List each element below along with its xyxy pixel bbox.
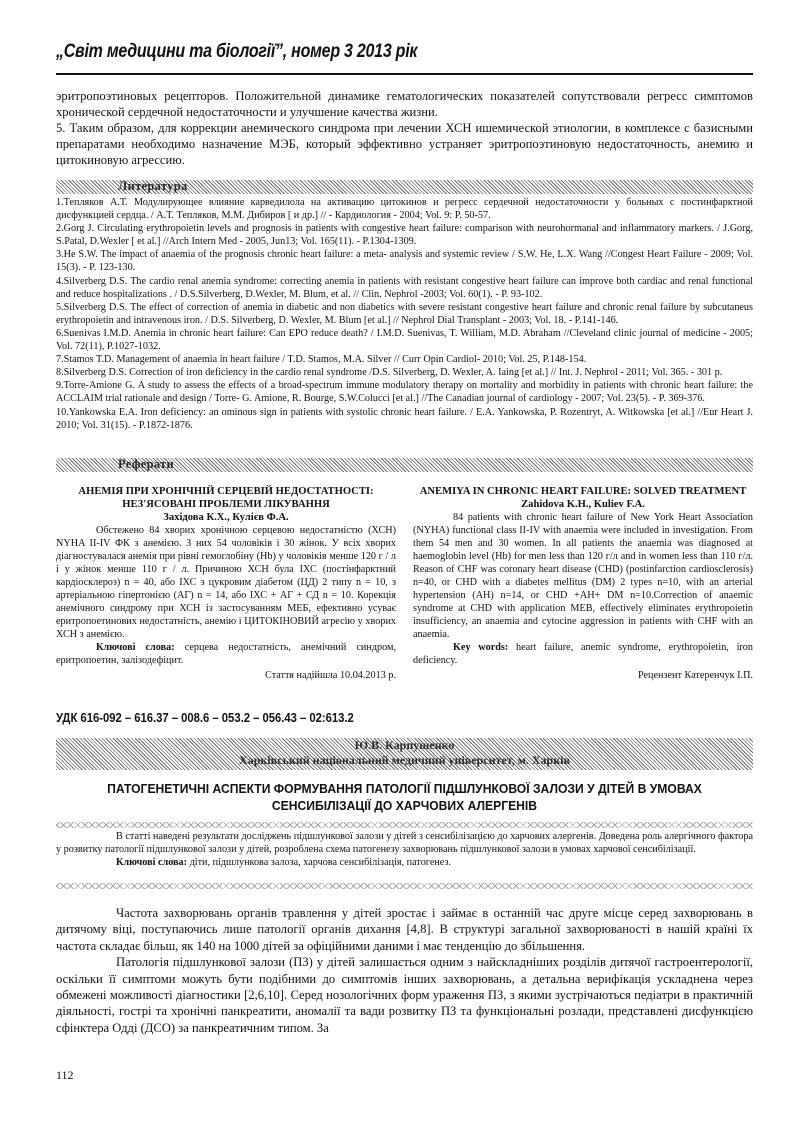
header-rule bbox=[56, 73, 753, 75]
literature-heading-band bbox=[56, 180, 753, 194]
abstract-en-reviewer: Рецензент Катеренчук І.П. bbox=[638, 670, 753, 681]
body-paragraph: Патологія підшлункової залози (ПЗ) у дітей залишається одним з найскладніших розділів дитячої гастроентерології, оскільки її симптоми можуть бути подібними до симптомів інших захворювань, а детальна верифікація ускладнена через обмежені можливості діагностики [2,6,10]. Серед нозологічних форм ураження ПЗ, з якими зустрічаються педіатри в практичній діяльності, гострі та хронічні панкреатити, аномалії та вади розвитку ПЗ та функціональні розлади, представлені дисфункцією сфінктера Одді (ДСО) за панкреатичним типом. За bbox=[56, 955, 753, 1035]
abstract-ua-authors: Західова К.Х., Кулієв Ф.А. bbox=[163, 512, 289, 523]
article-body bbox=[56, 905, 753, 1036]
abstract-ua-keywords-text: серцева недостатність, анемічний синдром, еритропоетин, залізодефіцит. bbox=[56, 642, 396, 666]
reference-item: 4.Silverberg D.S. The cardio renal anemia syndrome: correcting anemia in patients with resistant congestive heart failure can improve both cardiac and renal functional and reduce hospitalizations . / D.S.Silverberg, D.Wexler, M. Blum, et al. // Clin. Nephrol -2003; Vol. 60(1). - P. 93-102. bbox=[56, 275, 753, 300]
literature-heading: Литература bbox=[118, 179, 188, 193]
article-keywords bbox=[56, 856, 753, 869]
intro-paragraph: эритропоэтиновых рецепторов. Положительной динамике гематологических показателей сопутствовали регресс симптомов хронической сердечной недостаточности и улучшение качества жизни. bbox=[56, 89, 753, 119]
reference-item: 1.Тепляков А.Т. Модулирующее влияние карведилола на активацию цитокинов и регресс сердечной недостаточности у больных с постинфарктной дисфункцией сердца. / А.Т. Тепляков, М.М. Дибиров [ и др.] // - Кардиология - 2004; Vol. 9: P. 50-57. bbox=[56, 197, 753, 222]
abstract-en-keywords bbox=[413, 641, 753, 667]
abstract-en-keywords-text: heart failure, anemic syndrome, erythropoietin, iron deficiency. bbox=[413, 642, 753, 666]
reference-item: 7.Stamos T.D. Management of anaemia in heart failure / T.D. Stamos, M.A. Silver // Curr Opin Cardiol- 2010; Vol. 25, P.148-154. bbox=[56, 354, 587, 366]
article-abstract-text: В статті наведені результати досліджень підшлункової залози у дітей з сенсибілізацією до харчових алергенів. Доведена роль алергічного фактора у розвитку патології підшлункової залози у дітей, розроблена схема патогенезу захворювань підшлункової залози в умовах харчової сенсибілізації. bbox=[56, 831, 753, 855]
abstract-en-keywords-label: Key words: bbox=[453, 642, 509, 653]
abstracts-heading: Реферати bbox=[118, 457, 174, 471]
reference-item: 8.Silverberg D.S. Correction of iron deficiency in the cardio renal syndrome /D.S. Silverberg, D. Wexler, A. Iaing [et al.] // Int. J. Nephrol - 2011; Vol. 365. - 301 p. bbox=[56, 367, 723, 379]
article-keywords-text: діти, підшлункова залоза, харчова сенсибілізація, патогенез. bbox=[187, 857, 452, 868]
reference-item: 9.Torre-Amione G. A study to assess the effects of a broad-spectrum immune modulatory therapy on mortality and morbidity in patients with chronic heart failure: the ACCLAIM trial rationale and design / Torre- G. Amione, R. Bourge, S.W.Colucci [et al.] //The Canadian journal of cardiology - 2007; Vol. 23(5). - P. 369-376. bbox=[56, 380, 753, 405]
article-keywords-label: Ключові слова: bbox=[116, 857, 188, 868]
intro-conclusion: 5. Таким образом, для коррекции анемического синдрома при лечении ХСН ишемической этиологии, в комплексе с базисными препаратами необходимо назначение МЭБ, который эффективно устраняет эритропоэтиновую недостаточность, анемию и цитокиновую агрессию. bbox=[56, 121, 753, 167]
body-paragraph: Частота захворювань органів травлення у дітей зростає і займає в останній час друге місце серед захворювань в дитячому віці, поступаючись лише патології органів дихання [4,8]. В структурі загальної захворюваності в нашій країні їх частота складає більш, як 140 на 1000 дітей за офіційними даними і має тенденцію до збільшення. bbox=[56, 906, 753, 953]
abstract-english bbox=[413, 485, 753, 682]
article-author: Ю.В. Карпушенко bbox=[354, 738, 455, 752]
abstract-en-authors: Zahidova K.H., Kuliev F.A. bbox=[521, 499, 645, 510]
abstract-divider-top bbox=[56, 822, 753, 828]
abstract-ua-body: Обстежено 84 хворих хронічною серцевою недостатністю (ХСН) NYHA II-IV ФК з анемією. З них 54 чоловіків і 30 жінок. У всіх хворих діагностувалася анемія при рівні гемоглобіну (Hb) у чоловіків менше 120 г / л і у жінок менше 110 г / л. Причиною ХСН була ІХС (постінфарктний кардіосклероз) n = 40, або ІХС з цукровим діабетом (ЦД) 2 типу n = 10, з артеріальною гіпертонією (АГ) n = 14, або ІХС + АГ + СД n = 10. Корекція анемічного синдрому при ХСН із застосуванням МЕБ, ефективно усуває еритропоетинових недостатність, анемію і ЦИТОКІНОВИЙ агресію у хворих ХСН з анемією. bbox=[56, 525, 396, 640]
article-abstract bbox=[56, 830, 753, 869]
page-number: 112 bbox=[56, 1068, 74, 1082]
abstract-ua-keywords-label: Ключові слова: bbox=[96, 642, 175, 653]
abstract-ua-received: Стаття надійшла 10.04.2013 р. bbox=[265, 670, 396, 681]
udk-code: УДК 616-092 – 616.37 – 008.6 – 053.2 – 056.43 – 02:613.2 bbox=[56, 711, 354, 725]
abstract-ukrainian bbox=[56, 485, 396, 682]
abstract-en-body: 84 patients with chronic heart failure of New York Heart Association (NYHA) functional class II-IV with anaemia were included in investigation. From them 54 men and 30 women. In all patients the anaemia was diagnosed at haemoglobin level (Hb) for men less than 120 г/л and in women less than 110 г/л. Reason of CHF was coronary heart disease (CHD) (postinfarction cardiosclerosis) n=40, or CHD with a diabetes mellitus (DM) 2 types n=10, with an arterial hypertension (AH) n=14, or CHD +AH+ DM n=10.Correction of anaemic syndrome at CHD with application MEB, effectively eliminates erythropoietin insufficiency, an anaemia and cytocine aggression in patients with CHF with an anaemia. bbox=[413, 512, 753, 640]
reference-item: 2.Gorg J. Circulating erythropoietin levels and prognosis in patients with congestive heart failure: comparison with neurohormanal and inflammatory markers. / J.Gorg, S.Patal, D.Wexler [ et al.] //Arch Intern Med - 2005, Jun13; Vol. 165(11). - P.1304-1309. bbox=[56, 223, 753, 248]
reference-item: 3.He S.W. The impact of anaemia of the prognosis chronic heart failure: a meta- analysis and systemic review / S.W. He, L.X. Wang //Congest Heart Failure - 2009; Vol. 15(3). - P. 123-130. bbox=[56, 249, 753, 274]
article-affiliation: Харківський національний медичний університет, м. Харків bbox=[239, 753, 570, 767]
reference-item: 10.Yankowska E.A. Iron deficiency: an ominous sign in patients with systolic chronic heart failure. / E.A. Yankowska, P. Rozentryt, A. Witkowska [et al.] //Eur Heart J. 2010; Vol. 31(15). - P.1872-1876. bbox=[56, 406, 753, 431]
reference-list bbox=[56, 196, 753, 432]
abstract-ua-title: АНЕМІЯ ПРИ ХРОНІЧНІЙ СЕРЦЕВІЙ НЕДОСТАТНОСТІ: НЕЗ'ЯСОВАНІ ПРОБЛЕМИ ЛІКУВАННЯ bbox=[78, 486, 374, 510]
abstract-ua-keywords bbox=[56, 641, 396, 667]
abstracts-heading-band bbox=[56, 458, 753, 472]
author-band bbox=[56, 738, 753, 770]
reference-item: 5.Silverberg D.S. The effect of correction of anemia in diabetic and non diabetics with severe resistant congestive heart failure and chronic renal failure by subcutaneus erythropoietin and intravenous iron. / D.S. Silverberg, D. Wexler, M. Blum [et al.] // Nephrol Dial Transplant - 2003; Vol. 18. - P.141-146. bbox=[56, 301, 753, 326]
intro-section bbox=[56, 88, 753, 168]
article-title bbox=[56, 780, 753, 814]
article-title-text: ПАТОГЕНЕТИЧНІ АСПЕКТИ ФОРМУВАННЯ ПАТОЛОГІЇ ПІДШЛУНКОВОЇ ЗАЛОЗИ У ДІТЕЙ В УМОВАХ СЕНСИБІЛІЗАЦІЇ ДО ХАРЧОВИХ АЛЕРГЕНІВ bbox=[107, 781, 702, 813]
journal-header-title: „Світ медицини та біології”, номер 3 2013 рік bbox=[56, 40, 418, 62]
reference-item: 6.Suenivas I.M.D. Anemia in chronic heart failure: Can EPO reduce death? / I.M.D. Suenivas, T. William, M.D. Abraham //Cleveland clinic journal of medicine - 2005; Vol. 72(11), P.1027-1032. bbox=[56, 327, 753, 353]
abstract-divider-bottom bbox=[56, 883, 753, 889]
abstract-en-title: ANEMIYA IN CHRONIC HEART FAILURE: SOLVED TREATMENT bbox=[419, 486, 747, 497]
